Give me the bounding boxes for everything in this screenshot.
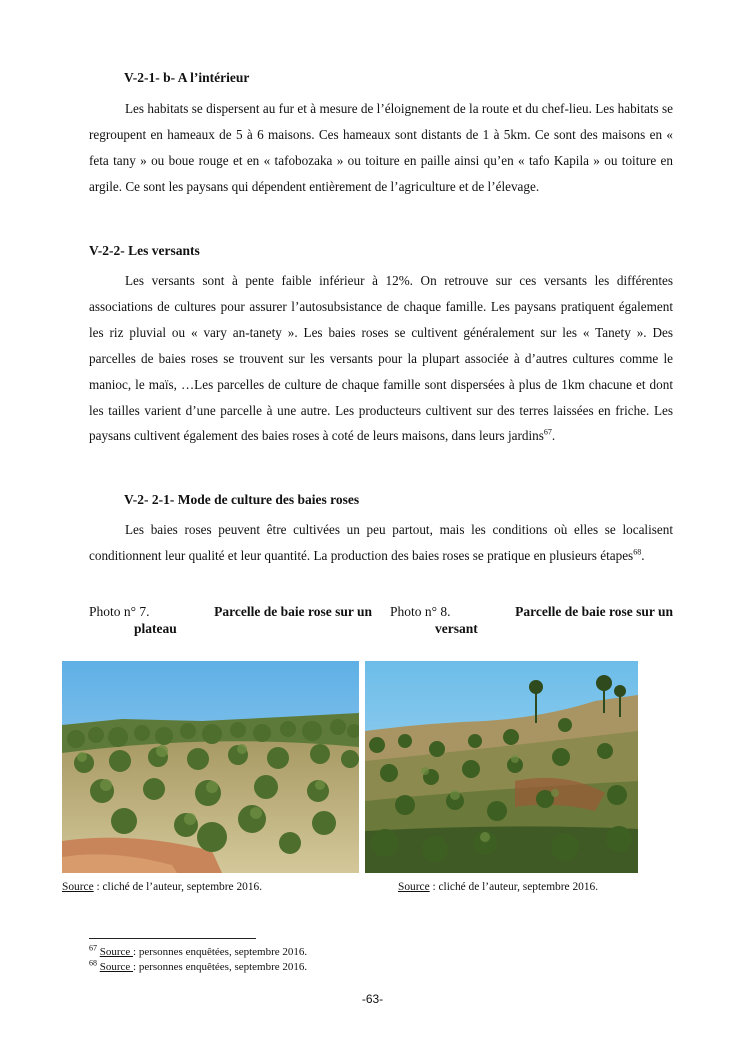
section-heading-versants: V-2-2- Les versants: [89, 243, 200, 258]
photo-8-label: Photo n° 8.: [390, 604, 451, 619]
footnote-68-source-label: Source: [99, 961, 134, 973]
paragraph-mode-culture: [89, 517, 673, 569]
footnote-separator: [89, 938, 256, 939]
footnote-ref-68[interactable]: 68: [633, 547, 642, 557]
footnote-68-text: : personnes enquêtées, septembre 2016.: [133, 961, 308, 973]
photo-7-source-text: : cliché de l’auteur, septembre 2016.: [93, 881, 263, 893]
photo-8-title-line2: versant: [435, 621, 478, 636]
footnote-ref-67[interactable]: 67: [543, 428, 552, 438]
paragraph-mode-culture-end: .: [641, 547, 645, 563]
paragraph-versants-text: Les versants sont à pente faible inférieur à 12%. On retrouve sur ces versants les différentes associations de cultures pour assurer l’autosubsistance de chaque famille. Les paysans pratiquent également les riz pluvial ou « vary an-tanety ». Les baies roses se cultivent généralement sur les « Tanety ». Des parcelles de baies roses se trouvent sur les versants pour la plupart associée à d’autres cultures comme le manioc, le maïs, …Les parcelles de culture de chaque famille sont dispersées à plus de 1km chacune et dont les tailles varient d’une parcelle à une autre. Les producteurs cultivent sur des terres laissées en friche. Les paysans cultivent également des baies roses à coté de leurs maisons, dans leurs jardins: [89, 273, 673, 444]
photo-7-title-line1: Parcelle de baie rose sur un: [214, 604, 372, 619]
footnote-67-text: : personnes enquêtées, septembre 2016.: [133, 946, 308, 958]
photo-8-versant-image: [365, 661, 638, 873]
photo-7-title-line2: plateau: [134, 621, 177, 636]
footnote-68: [89, 960, 307, 974]
footnote-67: [89, 945, 307, 959]
paragraph-versants-end: .: [551, 428, 556, 444]
photo-8-source: [398, 881, 598, 893]
footnote-68-number: 68: [89, 958, 97, 968]
photo-8-caption: [390, 603, 673, 637]
paragraph-versants: [89, 268, 673, 449]
paragraph-mode-culture-text: Les baies roses peuvent être cultivées un peu partout, mais les conditions où elles se localisent conditionnent leur qualité et leur quantité. La production des baies roses se pratique en plusieurs étapes: [89, 522, 673, 563]
section-heading-interieur: V-2-1- b- A l’intérieur: [124, 70, 250, 85]
photo-8-source-label: Source: [398, 881, 430, 893]
photo-7-plateau-image: [62, 661, 359, 873]
photo-7-label: Photo n° 7.: [89, 604, 150, 619]
page-number: -63-: [361, 992, 384, 1006]
paragraph-interieur: Les habitats se dispersent au fur et à mesure de l’éloignement de la route et du chef-lieu. Les habitats se regroupent en hameaux de 5 à 6 maisons. Ces hameaux sont distants de 1 à 5km. Ce sont des maisons en « feta tany » ou boue rouge et en « tafobozaka » ou toiture en paille ainsi qu’en « tafo Kapila » ou toiture en argile. Ce sont les paysans qui dépendent entièrement de l’agriculture et de l’élevage.: [89, 101, 673, 194]
photo-7-source: [62, 881, 262, 893]
section-heading-mode-culture: V-2- 2-1- Mode de culture des baies roses: [124, 492, 360, 507]
footnote-67-source-label: Source: [99, 946, 134, 958]
photo-7-source-label: Source: [62, 881, 94, 893]
photo-8-title-line1: Parcelle de baie rose sur un: [515, 604, 673, 619]
footnote-67-number: 67: [89, 943, 97, 953]
photo-8-source-text: : cliché de l’auteur, septembre 2016.: [429, 881, 599, 893]
photo-7-caption: [89, 603, 372, 637]
